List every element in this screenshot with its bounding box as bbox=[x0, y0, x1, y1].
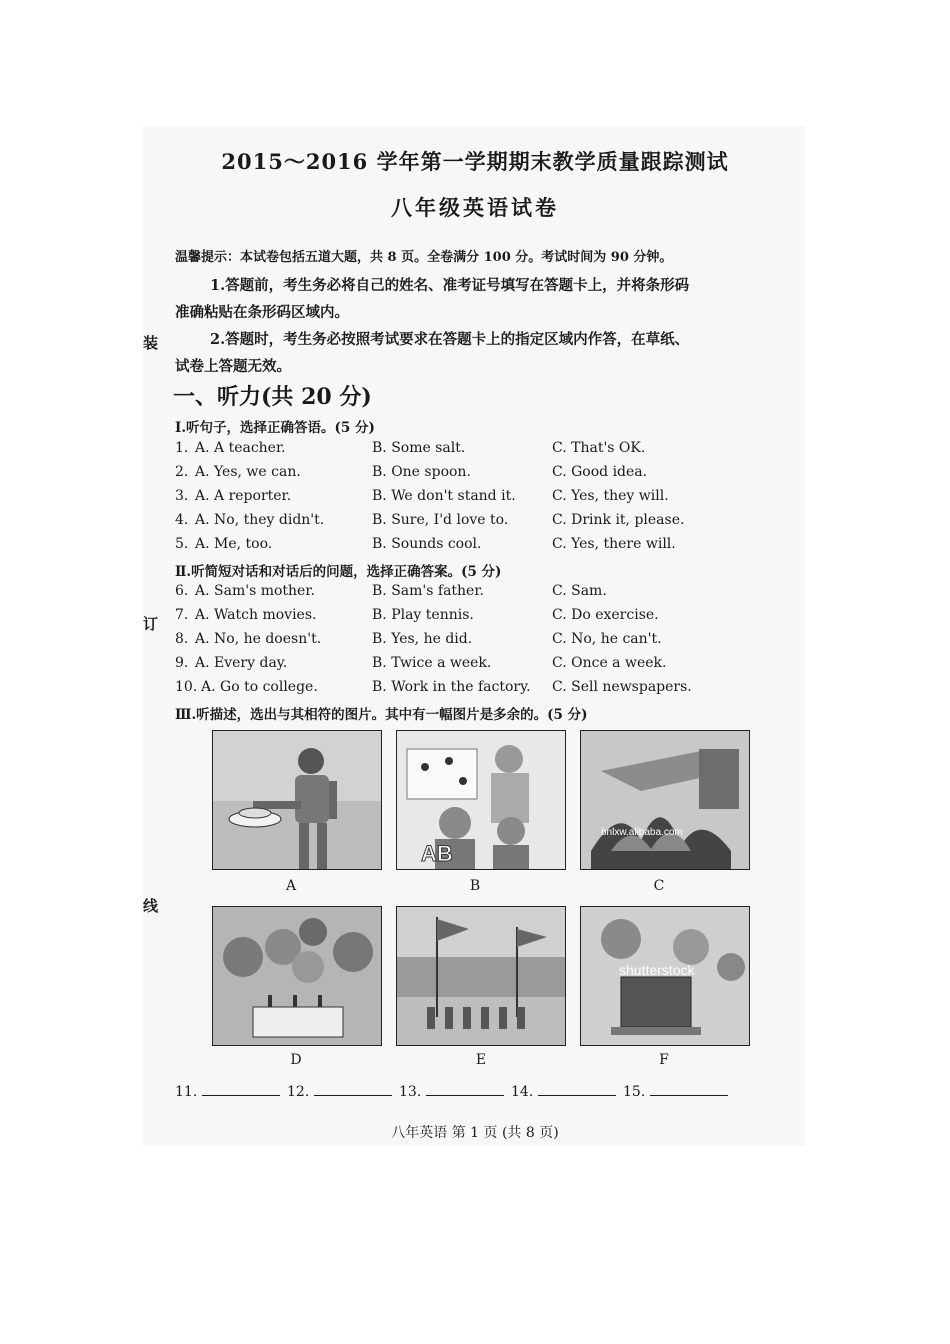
instruction-2: 2.答题时，考生务必按照考试要求在答题卡上的指定区域内作答，在草纸、 bbox=[210, 331, 690, 348]
answer-option-a[interactable]: A. No, they didn't. bbox=[195, 512, 325, 528]
answer-option-c[interactable]: C. Do exercise. bbox=[552, 607, 659, 623]
question-number: 7. bbox=[175, 607, 189, 623]
part3-heading: Ⅲ.听描述，选出与其相符的图片。其中有一幅图片是多余的。(5 分) bbox=[175, 707, 588, 723]
answer-option-a[interactable]: A. Go to college. bbox=[201, 679, 318, 695]
question-number: 2. bbox=[175, 464, 189, 480]
answer-blank-13[interactable]: 13. bbox=[399, 1083, 504, 1100]
instruction-1-cont: 准确粘贴在条形码区域内。 bbox=[175, 304, 349, 321]
answer-option-b[interactable]: B. Sam's father. bbox=[372, 583, 484, 599]
question-number: 6. bbox=[175, 583, 189, 599]
question-number: 1. bbox=[175, 440, 189, 456]
answer-option-b[interactable]: B. Yes, he did. bbox=[372, 631, 473, 647]
notice-text: 温馨提示：本试卷包括五道大题，共 8 页。全卷满分 100 分。考试时间为 90 分钟。 bbox=[175, 250, 673, 265]
answer-blank-14[interactable]: 14. bbox=[511, 1083, 616, 1100]
picture-b-teacher-kids bbox=[396, 730, 566, 870]
picture-c-fire bbox=[580, 730, 750, 870]
picture-label-d: D bbox=[290, 1052, 302, 1068]
picture-label-a: A bbox=[285, 878, 297, 894]
answer-option-b[interactable]: B. Sure, I'd love to. bbox=[372, 512, 509, 528]
exam-title: 2015～2016 学年第一学期期末教学质量跟踪测试 bbox=[221, 149, 729, 174]
answer-blank-11[interactable]: 11. bbox=[175, 1083, 280, 1100]
picture-d-birthday bbox=[212, 906, 382, 1046]
section-title-listening: 一、听力(共 20 分) bbox=[173, 384, 372, 410]
instruction-2-cont: 试卷上答题无效。 bbox=[175, 358, 291, 375]
instruction-1: 1.答题前，考生务必将自己的姓名、准考证号填写在答题卡上，并将条形码 bbox=[210, 277, 690, 294]
picture-f-watermark: shutterstock bbox=[619, 962, 695, 978]
answer-option-c[interactable]: C. That's OK. bbox=[552, 440, 646, 456]
answer-option-c[interactable]: C. Drink it, please. bbox=[552, 512, 685, 528]
answer-option-a[interactable]: A. Yes, we can. bbox=[195, 464, 301, 480]
answer-option-c[interactable]: C. Sam. bbox=[552, 583, 607, 599]
question-number: 10. bbox=[175, 679, 198, 695]
picture-label-c: C bbox=[653, 878, 665, 894]
answer-option-c[interactable]: C. No, he can't. bbox=[552, 631, 662, 647]
question-number: 5. bbox=[175, 536, 189, 552]
answer-option-b[interactable]: B. Some salt. bbox=[372, 440, 466, 456]
answer-option-b[interactable]: B. Sounds cool. bbox=[372, 536, 482, 552]
question-number: 9. bbox=[175, 655, 189, 671]
answer-option-a[interactable]: A. A teacher. bbox=[195, 440, 286, 456]
answer-option-a[interactable]: A. No, he doesn't. bbox=[195, 631, 322, 647]
picture-e-flag-ceremony bbox=[396, 906, 566, 1046]
svg-text:AB: AB bbox=[421, 841, 453, 866]
picture-label-b: B bbox=[469, 878, 481, 894]
answer-option-b[interactable]: B. Play tennis. bbox=[372, 607, 474, 623]
picture-label-e: E bbox=[475, 1052, 487, 1068]
answer-option-b[interactable]: B. Work in the factory. bbox=[372, 679, 531, 695]
answer-option-a[interactable]: A. Every day. bbox=[195, 655, 288, 671]
answer-option-c[interactable]: C. Yes, they will. bbox=[552, 488, 669, 504]
exam-subtitle: 八年级英语试卷 bbox=[391, 195, 559, 220]
answer-option-c[interactable]: C. Good idea. bbox=[552, 464, 648, 480]
answer-option-c[interactable]: C. Once a week. bbox=[552, 655, 667, 671]
answer-option-b[interactable]: B. One spoon. bbox=[372, 464, 471, 480]
part1-heading: Ⅰ.听句子，选择正确答语。(5 分) bbox=[175, 420, 375, 436]
picture-c-watermark: bnlxw.alibaba.com bbox=[601, 827, 683, 838]
picture-a-robot bbox=[212, 730, 382, 870]
answer-blank-15[interactable]: 15. bbox=[623, 1083, 728, 1100]
answer-option-a[interactable]: A. Sam's mother. bbox=[195, 583, 315, 599]
binding-mark-xian: 线 bbox=[143, 897, 159, 915]
part2-heading: Ⅱ.听简短对话和对话后的问题，选择正确答案。(5 分) bbox=[175, 564, 502, 580]
answer-option-b[interactable]: B. We don't stand it. bbox=[372, 488, 516, 504]
question-number: 3. bbox=[175, 488, 189, 504]
answer-blank-12[interactable]: 12. bbox=[287, 1083, 392, 1100]
binding-mark-ding: 订 bbox=[143, 615, 159, 633]
answer-option-c[interactable]: C. Yes, there will. bbox=[552, 536, 676, 552]
answer-option-b[interactable]: B. Twice a week. bbox=[372, 655, 492, 671]
picture-label-f: F bbox=[659, 1052, 669, 1068]
answer-option-a[interactable]: A. A reporter. bbox=[195, 488, 292, 504]
picture-f-computer bbox=[580, 906, 750, 1046]
binding-mark-zhuang: 装 bbox=[143, 334, 159, 352]
question-number: 4. bbox=[175, 512, 189, 528]
question-number: 8. bbox=[175, 631, 189, 647]
page-footer: 八年英语 第 1 页 (共 8 页) bbox=[391, 1125, 559, 1141]
answer-option-a[interactable]: A. Watch movies. bbox=[195, 607, 317, 623]
answer-option-c[interactable]: C. Sell newspapers. bbox=[552, 679, 692, 695]
answer-option-a[interactable]: A. Me, too. bbox=[195, 536, 273, 552]
